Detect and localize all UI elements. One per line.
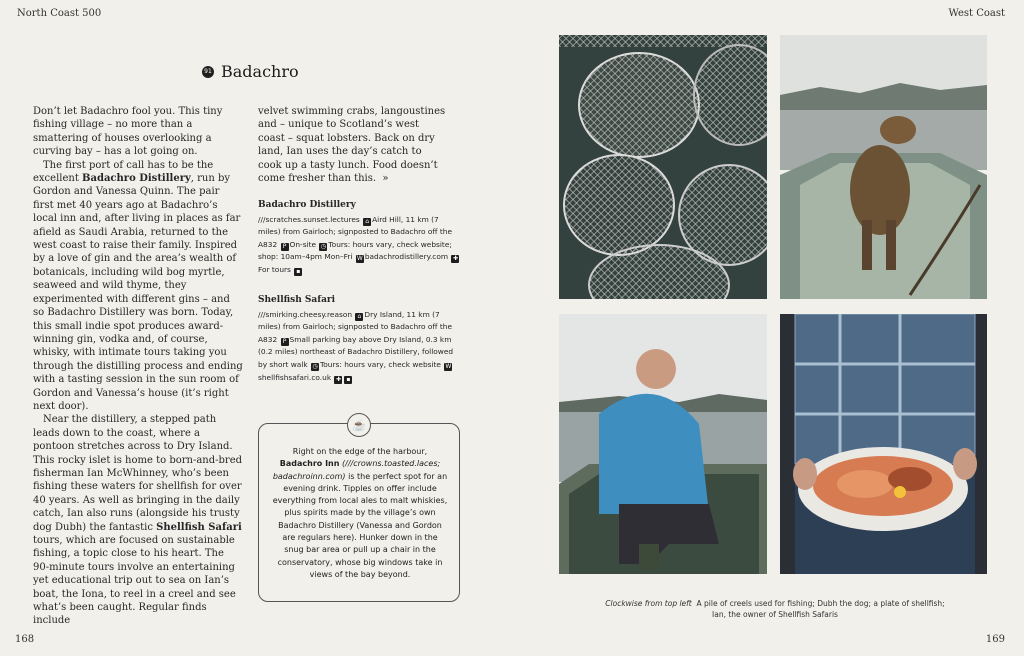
- running-head-left: North Coast 500: [17, 8, 102, 19]
- web-icon: W: [445, 362, 452, 370]
- article-title: [202, 62, 299, 81]
- ticket-icon: ▪: [296, 267, 301, 275]
- info-shellfish-safari: [258, 294, 463, 384]
- house-icon: ⌂: [355, 313, 363, 321]
- sidebar-place: Badachro Inn: [279, 459, 340, 469]
- page-title: Badachro: [221, 62, 299, 81]
- photo-creels: [559, 35, 767, 299]
- info-heading: Badachro Distillery: [258, 200, 356, 210]
- clock-icon: ◷: [312, 362, 318, 370]
- body-column-2: [258, 105, 448, 185]
- highlighted-term: Badachro Distillery: [82, 173, 191, 185]
- entry-number-badge: 91: [202, 66, 214, 78]
- paragraph: Don’t let Badachro fool you. This tiny fishing village – no more than a smattering of houses overlooking a curving bay – has a lot going on.: [33, 106, 223, 158]
- body-column-1: [33, 105, 243, 628]
- ticket-icon: ✚: [452, 255, 458, 263]
- ticket-icon: ▪: [346, 375, 351, 383]
- paragraph: The first port of call has to be the excellent Badachro Distillery, run by Gordon and Vanessa Quinn. The pair first met 40 years ago at Badachro’s local inn and, after living in places as far afield as Saudi Arabia, returned to the west coast to raise their family. Inspired by a love of gin and the area’s wealth of botanicals, including wild bog myrtle, seaweed and wild thyme, they experimented with different gins – and so Badachro Distillery was born. Today, this small indie spot produces award-winning gin, vodka and, of course, whisky, with intimate tours taking you through the distilling process and ending with a tasting session in the sun room of Gordon and Vanessa’s house (it’s right next door).: [33, 159, 243, 412]
- paragraph: Near the distillery, a stepped path leads down to the coast, where a pontoon stretches across to Dry Island. This rocky islet is home to born-and-bred fisherman Ian McWhinney, who’s been fishing these waters for shellfish for over 40 years. As well as bringing in the daily catch, Ian also runs (alongside his trusty dog Dubh) the fantastic Shellfish Safari tours, which are focused on sustainable fishing, a topic close to his heart. The 90-minute tours involve an entertaining yet educational trip out to sea on Ian’s boat, the Iona, to reel in a creel and see what’s been caught. Regular finds include: [33, 414, 243, 627]
- house-icon: ⌂: [363, 218, 371, 226]
- continue-marker: »: [382, 173, 389, 185]
- info-distillery: [258, 199, 463, 277]
- web-icon: W: [356, 255, 363, 263]
- page-number-left: 168: [15, 634, 35, 645]
- info-details: ///smirking.cheesy.reason ⌂ Dry Island, 11 km (7 miles) from Gairloch; signposted to Badachro off the A832 P Small parking bay above Dry Island, 0.3 km (0.2 miles) northeast of Badachro Distillery, followed by short walk ◷ Tours: hours vary, check website Wshellfishsafari.co.uk ✚ ▪: [258, 309, 454, 383]
- website-link[interactable]: badachrodistillery.com: [364, 252, 449, 262]
- info-details: ///scratches.sunset.lectures ⌂ Aird Hill, 11 km (7 miles) from Gairloch; signposted to Badachro off the A832 P On-site ◷ Tours: hours vary, check website; shop: 10am–4pm Mon–Fri W badachrodistillery.com ✚For tours ▪: [258, 214, 458, 275]
- photo-ian: [559, 314, 767, 574]
- running-head-right: West Coast: [948, 8, 1005, 19]
- paragraph: velvet swimming crabs, langoustines and – unique to Scotland’s west coast – squat lobsters. Back on dry land, Ian uses the day’s catch to cook up a tasty lunch. Food doesn’t come fresher than this. »: [258, 106, 446, 185]
- clock-icon: ◷: [320, 242, 327, 250]
- parking-icon: P: [281, 243, 289, 251]
- cup-icon: ☕: [347, 413, 371, 437]
- page-number-right: 169: [985, 634, 1005, 645]
- website-link[interactable]: shellfishsafari.co.uk: [258, 372, 332, 382]
- info-heading: Shellfish Safari: [258, 295, 336, 305]
- highlighted-term: Shellfish Safari: [156, 521, 242, 533]
- photo-shellfish: [780, 314, 987, 574]
- ticket-icon: ✚: [335, 375, 341, 383]
- parking-icon: P: [281, 338, 289, 346]
- photo-dog: [780, 35, 987, 299]
- sidebar-text: Right on the edge of the harbour, Badachro Inn (///crowns.toasted.laces; badachroinn.com) is the perfect spot for an evening drink. Tipples on offer include everything from local ales to malt whiskies, plus spirits made by the village’s own Badachro Distillery (Vanessa and Gordon are regulars here). Hunker down in the snug bar area or pull up a chair in the conservatory, whose big windows take in views of the bay beyond.: [272, 447, 448, 579]
- photo-caption: Clockwise from top left A pile of creels used for fishing; Dubh the dog; a plate of shellfish; Ian, the owner of Shellfish Safaris: [605, 599, 945, 619]
